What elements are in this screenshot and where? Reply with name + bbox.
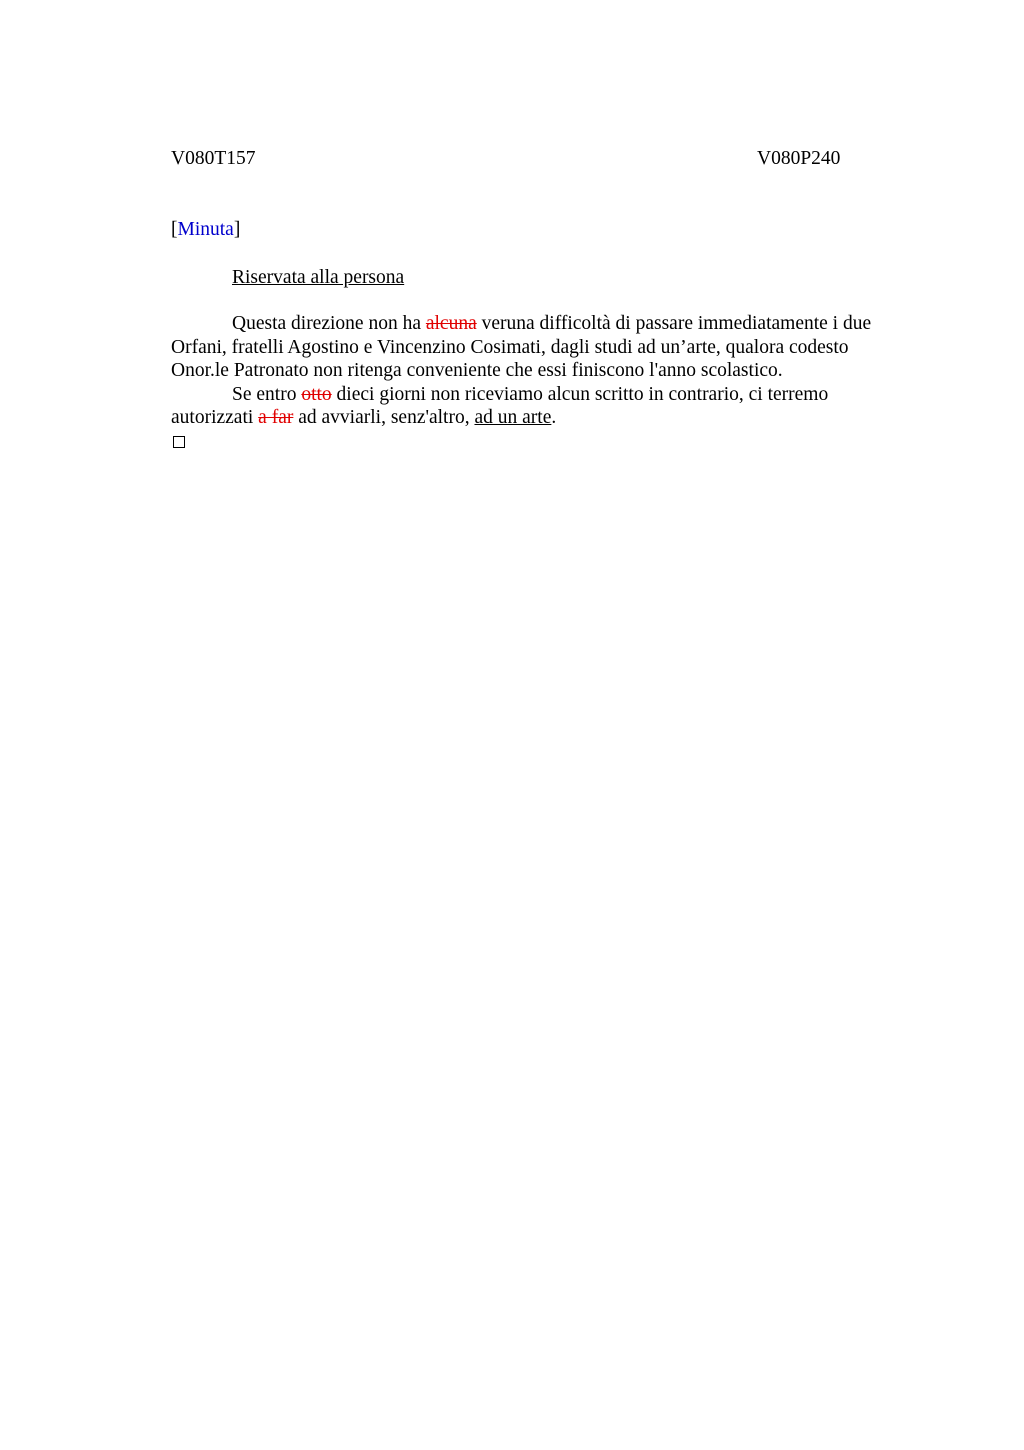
- text-run: ad avviarli, senz'altro,: [293, 407, 475, 428]
- paragraph-2-line-1: [171, 383, 916, 407]
- text-run: Questa direzione non ha: [232, 313, 426, 334]
- document-code-right: V080P240: [757, 148, 841, 169]
- open-bracket: [: [171, 219, 178, 240]
- underlined-phrase: ad un arte: [474, 407, 552, 428]
- deleted-word: alcuna: [425, 313, 477, 334]
- text-run: veruna difficoltà di passare immediatamente i due: [476, 313, 872, 334]
- paragraph-1-line-2: Orfani, fratelli Agostino e Vincenzino Cosimati, dagli studi ad un’arte, qualora codesto: [171, 336, 849, 358]
- text-run: dieci giorni non riceviamo alcun scritto in contrario, ci terremo: [331, 383, 829, 405]
- paragraph-1-line-1: [171, 312, 916, 336]
- letter-body: [171, 312, 916, 430]
- checkbox-square-icon: [173, 436, 185, 448]
- riservata-heading: Riservata alla persona: [232, 267, 405, 288]
- text-run: autorizzati: [171, 407, 259, 428]
- text-run: Se entro: [232, 383, 302, 405]
- paragraph-2-line-2: [171, 406, 916, 430]
- text-run: .: [551, 407, 557, 428]
- close-bracket: ]: [233, 219, 241, 240]
- document-code-left: V080T157: [171, 148, 256, 169]
- minuta-label: [171, 220, 240, 240]
- paragraph-1-line-3: Onor.le Patronato non ritenga conveniente che essi finiscono l'anno scolastico.: [171, 360, 783, 381]
- deleted-word: otto: [301, 383, 332, 405]
- deleted-word: a far: [258, 407, 294, 428]
- minuta-text: Minuta: [177, 219, 234, 240]
